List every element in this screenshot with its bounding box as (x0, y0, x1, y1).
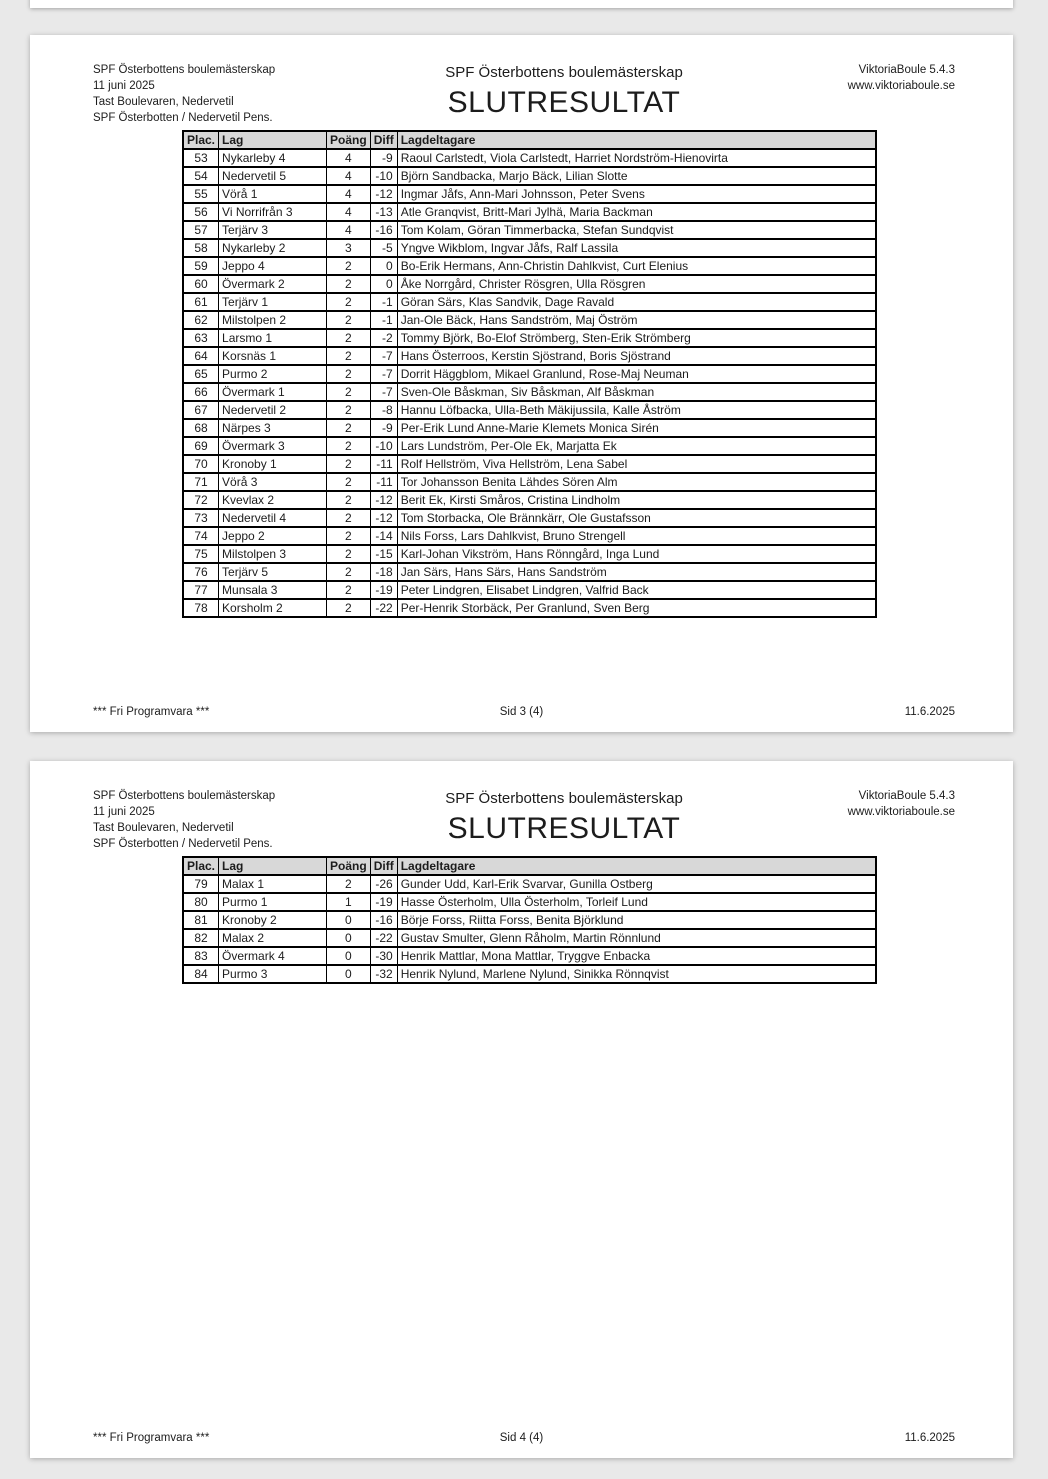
cell-diff: -19 (370, 893, 397, 911)
cell-lagdeltagare: Karl-Johan Vikström, Hans Rönngård, Inga Lund (397, 545, 876, 563)
event-name: SPF Österbottens boulemästerskap (93, 64, 276, 76)
cell-poang: 2 (327, 401, 371, 419)
cell-diff: -16 (370, 911, 397, 929)
cell-plac: 79 (183, 875, 219, 893)
cell-plac: 58 (183, 239, 219, 257)
cell-lagdeltagare: Sven-Ole Båskman, Siv Båskman, Alf Båskman (397, 383, 876, 401)
cell-diff: -9 (370, 149, 397, 167)
cell-plac: 67 (183, 401, 219, 419)
cell-poang: 4 (327, 185, 371, 203)
cell-lagdeltagare: Atle Granqvist, Britt-Mari Jylhä, Maria Backman (397, 203, 876, 221)
result-page-4 (30, 761, 1013, 1458)
result-row (183, 329, 876, 347)
result-row (183, 473, 876, 491)
page-title: SLUTRESULTAT (447, 86, 681, 119)
event-organizer: SPF Österbotten / Nedervetil Pens. (93, 838, 273, 850)
cell-diff: -12 (370, 185, 397, 203)
result-row (183, 185, 876, 203)
cell-plac: 63 (183, 329, 219, 347)
cell-lagdeltagare: Peter Lindgren, Elisabet Lindgren, Valfrid Back (397, 581, 876, 599)
cell-diff: -11 (370, 455, 397, 473)
result-row (183, 965, 876, 983)
cell-lagdeltagare: Jan Särs, Hans Särs, Hans Sandström (397, 563, 876, 581)
column-header-poang: Poäng (327, 131, 371, 149)
cell-lag: Purmo 3 (219, 965, 327, 983)
cell-lag: Nedervetil 2 (219, 401, 327, 419)
cell-plac: 59 (183, 257, 219, 275)
cell-plac: 56 (183, 203, 219, 221)
footer-date: 11.6.2025 (904, 1432, 955, 1444)
cell-lag: Övermark 1 (219, 383, 327, 401)
cell-plac: 77 (183, 581, 219, 599)
cell-lag: Korsnäs 1 (219, 347, 327, 365)
cell-diff: -30 (370, 947, 397, 965)
column-header-plac: Plac. (183, 131, 219, 149)
cell-diff: -15 (370, 545, 397, 563)
result-row (183, 203, 876, 221)
page-header (30, 761, 1013, 852)
cell-poang: 2 (327, 257, 371, 275)
cell-plac: 72 (183, 491, 219, 509)
result-row (183, 167, 876, 185)
cell-lagdeltagare: Hans Österroos, Kerstin Sjöstrand, Boris Sjöstrand (397, 347, 876, 365)
cell-poang: 4 (327, 167, 371, 185)
cell-diff: -7 (370, 347, 397, 365)
cell-diff: -10 (370, 167, 397, 185)
result-row (183, 383, 876, 401)
title-block (383, 788, 745, 846)
cell-lagdeltagare: Raoul Carlstedt, Viola Carlstedt, Harriet Nordström-Hienovirta (397, 149, 876, 167)
cell-lag: Övermark 3 (219, 437, 327, 455)
result-row (183, 947, 876, 965)
column-header-diff: Diff (370, 857, 397, 875)
cell-poang: 3 (327, 239, 371, 257)
result-row (183, 929, 876, 947)
cell-lagdeltagare: Berit Ek, Kirsti Småros, Cristina Lindholm (397, 491, 876, 509)
cell-lagdeltagare: Börje Forss, Riitta Forss, Benita Björklund (397, 911, 876, 929)
table-header-row (183, 131, 876, 149)
cell-plac: 60 (183, 275, 219, 293)
cell-diff: -16 (370, 221, 397, 239)
result-row (183, 563, 876, 581)
cell-plac: 73 (183, 509, 219, 527)
result-row (183, 257, 876, 275)
cell-diff: -13 (370, 203, 397, 221)
cell-diff: 0 (370, 275, 397, 293)
cell-lagdeltagare: Henrik Mattlar, Mona Mattlar, Tryggve Enbacka (397, 947, 876, 965)
cell-poang: 2 (327, 527, 371, 545)
column-header-lag: Lag (219, 131, 327, 149)
cell-poang: 2 (327, 383, 371, 401)
cell-lagdeltagare: Hannu Löfbacka, Ulla-Beth Mäkijussila, Kalle Åström (397, 401, 876, 419)
cell-lag: Milstolpen 3 (219, 545, 327, 563)
software-url: www.viktoriaboule.se (847, 806, 955, 818)
cell-lag: Nykarleby 2 (219, 239, 327, 257)
cell-plac: 70 (183, 455, 219, 473)
cell-lag: Terjärv 5 (219, 563, 327, 581)
software-url: www.viktoriaboule.se (847, 80, 955, 92)
cell-poang: 4 (327, 149, 371, 167)
cell-lagdeltagare: Dorrit Häggblom, Mikael Granlund, Rose-Maj Neuman (397, 365, 876, 383)
column-header-lag: Lag (219, 857, 327, 875)
results-table (182, 130, 877, 618)
title-block (383, 62, 745, 120)
result-row (183, 455, 876, 473)
result-row (183, 419, 876, 437)
result-row (183, 893, 876, 911)
cell-lag: Kronoby 2 (219, 911, 327, 929)
cell-plac: 74 (183, 527, 219, 545)
result-row (183, 875, 876, 893)
cell-plac: 68 (183, 419, 219, 437)
cell-diff: -11 (370, 473, 397, 491)
result-row (183, 599, 876, 617)
cell-diff: -12 (370, 509, 397, 527)
result-row (183, 347, 876, 365)
software-info-block (745, 788, 955, 820)
cell-plac: 80 (183, 893, 219, 911)
cell-plac: 57 (183, 221, 219, 239)
cell-poang: 2 (327, 875, 371, 893)
cell-lagdeltagare: Rolf Hellström, Viva Hellström, Lena Sabel (397, 455, 876, 473)
cell-lagdeltagare: Henrik Nylund, Marlene Nylund, Sinikka Rönnqvist (397, 965, 876, 983)
footer-date: 11.6.2025 (904, 706, 955, 718)
cell-plac: 75 (183, 545, 219, 563)
cell-lag: Nykarleby 4 (219, 149, 327, 167)
cell-diff: -26 (370, 875, 397, 893)
cell-plac: 83 (183, 947, 219, 965)
cell-poang: 0 (327, 929, 371, 947)
cell-diff: -10 (370, 437, 397, 455)
result-row (183, 545, 876, 563)
result-row (183, 527, 876, 545)
cell-lag: Purmo 1 (219, 893, 327, 911)
cell-poang: 2 (327, 419, 371, 437)
document-subtitle: SPF Österbottens boulemästerskap (445, 790, 683, 807)
cell-diff: 0 (370, 257, 397, 275)
cell-lag: Nedervetil 5 (219, 167, 327, 185)
cell-lag: Larsmo 1 (219, 329, 327, 347)
cell-poang: 2 (327, 437, 371, 455)
cell-plac: 61 (183, 293, 219, 311)
cell-diff: -18 (370, 563, 397, 581)
footer-license-note: *** Fri Programvara *** (93, 706, 210, 718)
software-info-block (745, 62, 955, 94)
document-subtitle: SPF Österbottens boulemästerskap (445, 64, 683, 81)
result-row (183, 239, 876, 257)
cell-plac: 65 (183, 365, 219, 383)
footer-page-number: Sid 3 (4) (499, 706, 544, 718)
cell-lag: Närpes 3 (219, 419, 327, 437)
cell-lagdeltagare: Tom Kolam, Göran Timmerbacka, Stefan Sundqvist (397, 221, 876, 239)
result-row (183, 149, 876, 167)
column-header-lagdeltagare: Lagdeltagare (397, 857, 876, 875)
event-info-block (93, 788, 383, 852)
cell-plac: 54 (183, 167, 219, 185)
cell-lag: Malax 1 (219, 875, 327, 893)
cell-lagdeltagare: Tor Johansson Benita Lähdes Sören Alm (397, 473, 876, 491)
event-venue: Tast Boulevaren, Nedervetil (93, 96, 234, 108)
result-row (183, 293, 876, 311)
cell-plac: 76 (183, 563, 219, 581)
cell-lagdeltagare: Per-Erik Lund Anne-Marie Klemets Monica Sirén (397, 419, 876, 437)
cell-lag: Jeppo 4 (219, 257, 327, 275)
result-row (183, 221, 876, 239)
event-venue: Tast Boulevaren, Nedervetil (93, 822, 234, 834)
event-organizer: SPF Österbotten / Nedervetil Pens. (93, 112, 273, 124)
cell-lag: Terjärv 3 (219, 221, 327, 239)
cell-lagdeltagare: Lars Lundström, Per-Ole Ek, Marjatta Ek (397, 437, 876, 455)
cell-lag: Jeppo 2 (219, 527, 327, 545)
cell-diff: -22 (370, 929, 397, 947)
cell-poang: 0 (327, 947, 371, 965)
cell-plac: 55 (183, 185, 219, 203)
result-row (183, 509, 876, 527)
column-header-lagdeltagare: Lagdeltagare (397, 131, 876, 149)
cell-plac: 69 (183, 437, 219, 455)
cell-poang: 4 (327, 221, 371, 239)
page-footer (30, 706, 1013, 718)
result-row (183, 365, 876, 383)
cell-lag: Nedervetil 4 (219, 509, 327, 527)
cell-poang: 1 (327, 893, 371, 911)
cell-lagdeltagare: Göran Särs, Klas Sandvik, Dage Ravald (397, 293, 876, 311)
result-row (183, 401, 876, 419)
cell-lag: Korsholm 2 (219, 599, 327, 617)
cell-lagdeltagare: Gunder Udd, Karl-Erik Svarvar, Gunilla Ostberg (397, 875, 876, 893)
cell-diff: -1 (370, 311, 397, 329)
result-row (183, 581, 876, 599)
cell-diff: -22 (370, 599, 397, 617)
result-row (183, 275, 876, 293)
page-header (30, 35, 1013, 126)
cell-lag: Övermark 2 (219, 275, 327, 293)
event-name: SPF Österbottens boulemästerskap (93, 790, 276, 802)
result-page-3 (30, 35, 1013, 732)
result-row (183, 911, 876, 929)
column-header-diff: Diff (370, 131, 397, 149)
cell-diff: -5 (370, 239, 397, 257)
cell-plac: 81 (183, 911, 219, 929)
cell-lag: Vörå 1 (219, 185, 327, 203)
cell-diff: -12 (370, 491, 397, 509)
cell-plac: 66 (183, 383, 219, 401)
footer-license-note: *** Fri Programvara *** (93, 1432, 210, 1444)
cell-poang: 2 (327, 509, 371, 527)
cell-lagdeltagare: Yngve Wikblom, Ingvar Jåfs, Ralf Lassila (397, 239, 876, 257)
cell-diff: -7 (370, 365, 397, 383)
cell-poang: 2 (327, 275, 371, 293)
cell-poang: 2 (327, 581, 371, 599)
results-table (182, 856, 877, 984)
cell-lagdeltagare: Tom Storbacka, Ole Brännkärr, Ole Gustafsson (397, 509, 876, 527)
software-name: ViktoriaBoule 5.4.3 (858, 64, 955, 76)
cell-lag: Munsala 3 (219, 581, 327, 599)
cell-poang: 2 (327, 347, 371, 365)
cell-diff: -19 (370, 581, 397, 599)
cell-lag: Övermark 4 (219, 947, 327, 965)
cell-lag: Vörå 3 (219, 473, 327, 491)
footer-page-number: Sid 4 (4) (499, 1432, 544, 1444)
cell-diff: -7 (370, 383, 397, 401)
cell-diff: -14 (370, 527, 397, 545)
cell-lag: Milstolpen 2 (219, 311, 327, 329)
cell-diff: -32 (370, 965, 397, 983)
cell-lagdeltagare: Ingmar Jåfs, Ann-Mari Johnsson, Peter Svens (397, 185, 876, 203)
cell-poang: 2 (327, 311, 371, 329)
cell-poang: 2 (327, 473, 371, 491)
cell-lag: Vi Norrifrån 3 (219, 203, 327, 221)
result-row (183, 437, 876, 455)
cell-lagdeltagare: Hasse Österholm, Ulla Österholm, Torleif Lund (397, 893, 876, 911)
cell-diff: -9 (370, 419, 397, 437)
event-date: 11 juni 2025 (93, 80, 155, 92)
page-title: SLUTRESULTAT (447, 812, 681, 845)
cell-plac: 71 (183, 473, 219, 491)
result-row (183, 311, 876, 329)
column-header-plac: Plac. (183, 857, 219, 875)
cell-lagdeltagare: Björn Sandbacka, Marjo Bäck, Lilian Slotte (397, 167, 876, 185)
cell-poang: 2 (327, 491, 371, 509)
cell-poang: 0 (327, 965, 371, 983)
page-footer (30, 1432, 1013, 1444)
cell-plac: 84 (183, 965, 219, 983)
cell-plac: 78 (183, 599, 219, 617)
cell-lagdeltagare: Bo-Erik Hermans, Ann-Christin Dahlkvist, Curt Elenius (397, 257, 876, 275)
cell-plac: 53 (183, 149, 219, 167)
cell-diff: -2 (370, 329, 397, 347)
cell-lagdeltagare: Åke Norrgård, Christer Rösgren, Ulla Rösgren (397, 275, 876, 293)
cell-plac: 82 (183, 929, 219, 947)
cell-poang: 0 (327, 911, 371, 929)
cell-lagdeltagare: Nils Forss, Lars Dahlkvist, Bruno Strengell (397, 527, 876, 545)
cell-lagdeltagare: Per-Henrik Storbäck, Per Granlund, Sven Berg (397, 599, 876, 617)
table-header-row (183, 857, 876, 875)
cell-poang: 2 (327, 563, 371, 581)
cell-poang: 2 (327, 365, 371, 383)
cell-poang: 2 (327, 545, 371, 563)
cell-plac: 62 (183, 311, 219, 329)
cell-lagdeltagare: Tommy Björk, Bo-Elof Strömberg, Sten-Erik Strömberg (397, 329, 876, 347)
cell-plac: 64 (183, 347, 219, 365)
software-name: ViktoriaBoule 5.4.3 (858, 790, 955, 802)
cell-lag: Malax 2 (219, 929, 327, 947)
event-date: 11 juni 2025 (93, 806, 155, 818)
cell-lag: Terjärv 1 (219, 293, 327, 311)
column-header-poang: Poäng (327, 857, 371, 875)
cell-poang: 2 (327, 293, 371, 311)
cell-diff: -1 (370, 293, 397, 311)
cell-poang: 2 (327, 455, 371, 473)
cell-poang: 4 (327, 203, 371, 221)
cell-lag: Kvevlax 2 (219, 491, 327, 509)
cell-lagdeltagare: Gustav Smulter, Glenn Råholm, Martin Rönnlund (397, 929, 876, 947)
previous-page-bottom-edge (30, 0, 1013, 8)
cell-lag: Purmo 2 (219, 365, 327, 383)
cell-poang: 2 (327, 599, 371, 617)
cell-poang: 2 (327, 329, 371, 347)
cell-diff: -8 (370, 401, 397, 419)
cell-lagdeltagare: Jan-Ole Bäck, Hans Sandström, Maj Öström (397, 311, 876, 329)
result-row (183, 491, 876, 509)
cell-lag: Kronoby 1 (219, 455, 327, 473)
event-info-block (93, 62, 383, 126)
